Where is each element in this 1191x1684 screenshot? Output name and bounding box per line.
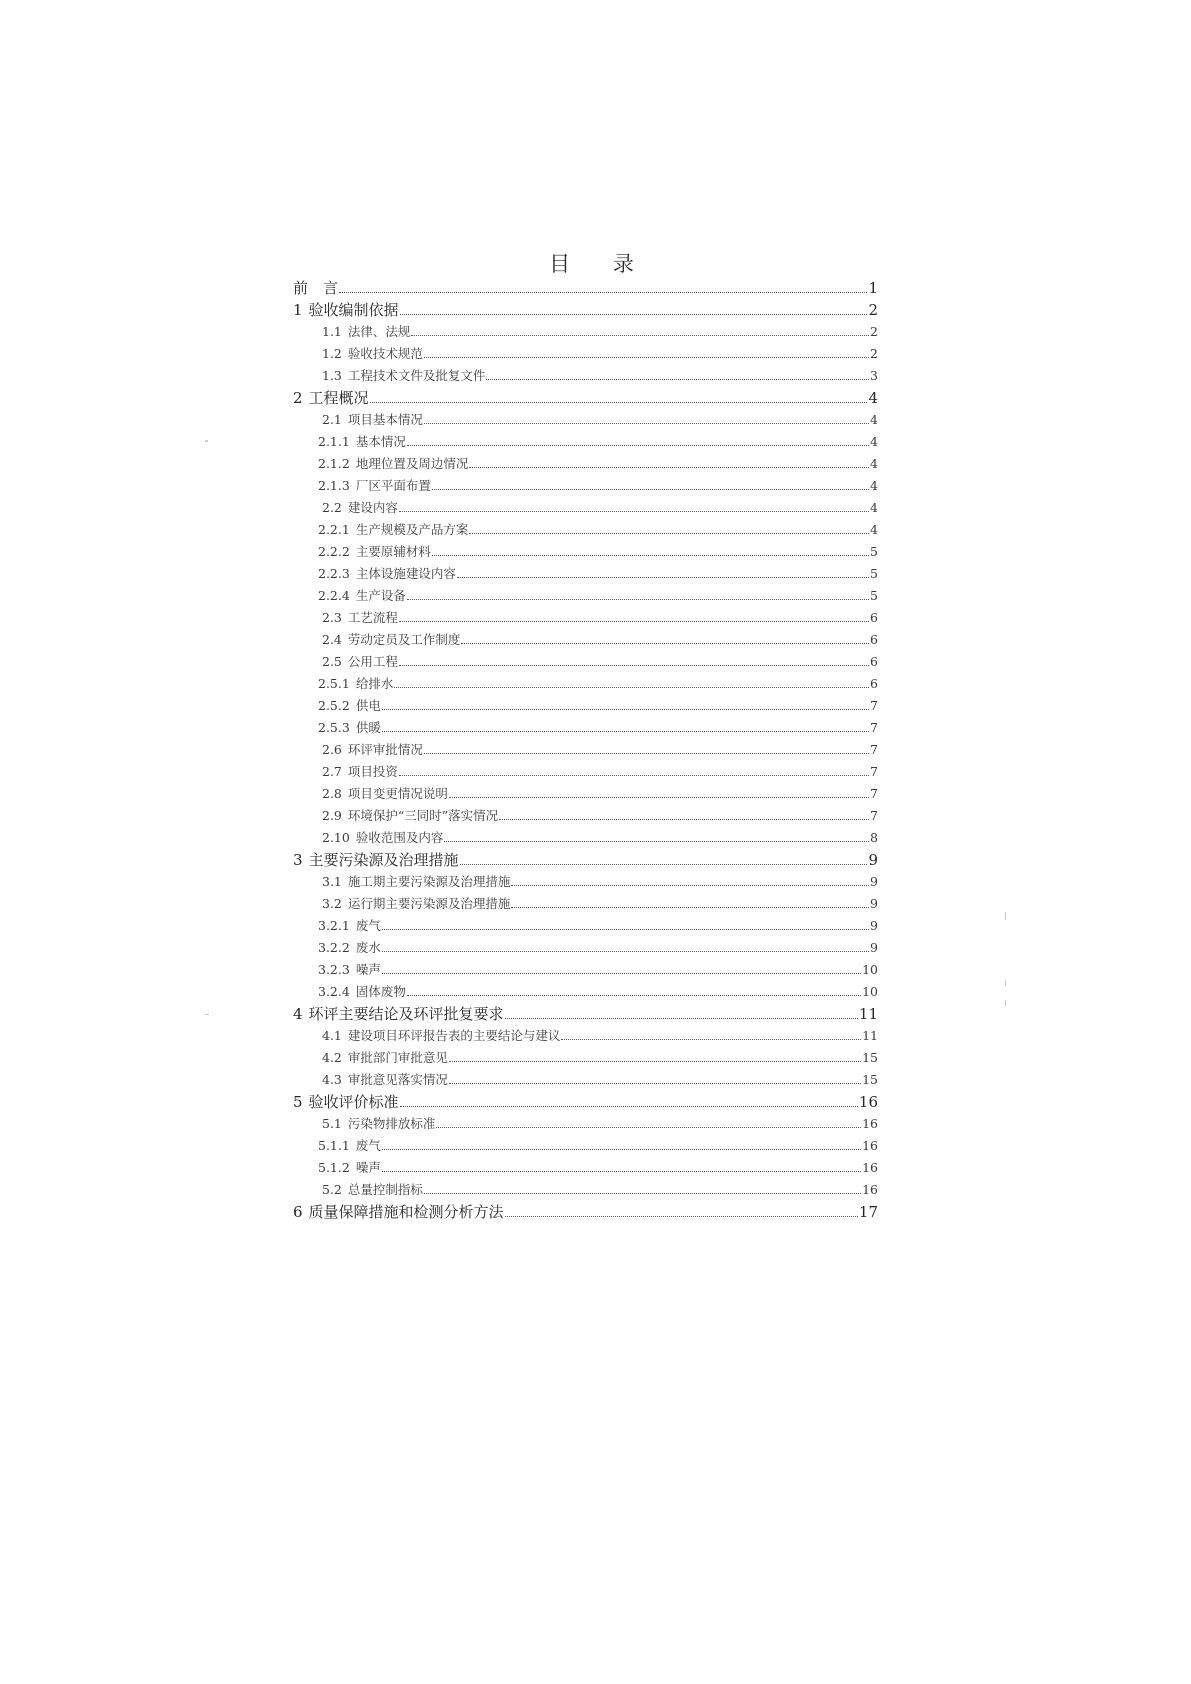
toc-leader-dots	[399, 665, 869, 666]
toc-leader-dots	[469, 467, 869, 468]
toc-entry[interactable]	[293, 278, 878, 298]
toc-entry-label	[293, 1092, 399, 1112]
toc-entry-page: 15	[862, 1072, 878, 1087]
toc-leader-dots	[399, 511, 869, 512]
toc-entry-number: 6	[293, 1203, 303, 1221]
toc-entry-label	[322, 762, 398, 782]
toc-entry-number: 2.1	[322, 412, 342, 427]
page-title: 目 录	[549, 252, 652, 276]
toc-entry-page: 16	[862, 1160, 878, 1175]
toc-entry[interactable]	[318, 564, 878, 584]
toc-entry[interactable]	[322, 894, 878, 914]
toc-entry-page: 17	[858, 1203, 878, 1221]
toc-entry-text: 生产设备	[355, 588, 406, 603]
toc-entry-text: 验收范围及内容	[355, 830, 444, 845]
toc-entry-text: 环境保护“三同时”落实情况	[347, 808, 499, 823]
scan-speck	[205, 440, 208, 442]
toc-entry-number: 2.5.3	[318, 720, 350, 735]
toc-entry-page: 9	[870, 896, 878, 911]
toc-entry-label	[318, 476, 431, 496]
toc-entry-text: 环评审批情况	[347, 742, 423, 757]
toc-entry-label	[318, 696, 381, 716]
toc-entry-text: 厂区平面布置	[355, 478, 431, 493]
toc-entry-label	[322, 630, 460, 650]
toc-entry-number: 2.4	[322, 632, 342, 647]
toc-entry-text: 废水	[355, 940, 381, 955]
toc-entry-number: 1.1	[322, 324, 342, 339]
toc-entry-text: 劳动定员及工作制度	[347, 632, 461, 647]
toc-leader-dots	[382, 929, 869, 930]
toc-entry-page: 4	[868, 389, 878, 407]
toc-entry-text: 废气	[355, 1138, 381, 1153]
toc-entry-text: 固体废物	[355, 984, 406, 999]
toc-entry-page: 11	[858, 1005, 878, 1023]
toc-leader-dots	[382, 951, 869, 952]
toc-entry-page: 10	[862, 984, 878, 999]
toc-leader-dots	[505, 1216, 858, 1217]
toc-entry-page: 9	[870, 874, 878, 889]
toc-entry-label	[322, 410, 423, 430]
toc-entry-label	[322, 652, 398, 672]
toc-entry-page: 15	[862, 1050, 878, 1065]
toc-entry[interactable]	[318, 674, 878, 694]
toc-entry-number: 2.2.3	[318, 566, 350, 581]
toc-entry-label	[322, 366, 485, 386]
toc-entry-text: 审批部门审批意见	[347, 1050, 448, 1065]
toc-entry-page: 3	[870, 368, 878, 383]
toc-entry-text: 环评主要结论及环评批复要求	[308, 1005, 504, 1023]
toc-entry-page: 9	[870, 940, 878, 955]
toc-entry-label	[293, 1202, 504, 1222]
toc-entry-text: 废气	[355, 918, 381, 933]
toc-entry[interactable]	[322, 410, 878, 430]
toc-entry-number: 3.2.2	[318, 940, 350, 955]
toc-entry-text: 项目变更情况说明	[347, 786, 448, 801]
toc-entry-label	[293, 1004, 504, 1024]
toc-entry-text: 审批意见落实情况	[347, 1072, 448, 1087]
toc-entry-page: 7	[870, 720, 878, 735]
toc-leader-dots	[460, 864, 868, 865]
toc-entry-label	[318, 454, 468, 474]
toc-entry[interactable]	[322, 872, 878, 892]
toc-entry-number: 2.3	[322, 610, 342, 625]
toc-entry-number: 2.1.2	[318, 456, 350, 471]
toc-entry-page: 5	[870, 566, 878, 581]
toc-entry-number: 2.9	[322, 808, 342, 823]
toc-entry-text: 基本情况	[355, 434, 406, 449]
toc-entry-text: 噪声	[355, 1160, 381, 1175]
toc-entry[interactable]	[322, 322, 878, 342]
toc-entry-text: 地理位置及周边情况	[355, 456, 469, 471]
toc-leader-dots	[399, 621, 869, 622]
toc-entry-page: 9	[870, 918, 878, 933]
toc-entry[interactable]	[318, 696, 878, 716]
toc-entry-label	[322, 1070, 448, 1090]
toc-entry-label	[318, 432, 406, 452]
toc-leader-dots	[382, 1171, 861, 1172]
toc-leader-dots	[400, 314, 868, 315]
toc-entry-text: 工程技术文件及批复文件	[347, 368, 486, 383]
toc-entry[interactable]	[293, 1004, 878, 1024]
toc-leader-dots	[424, 753, 869, 754]
toc-entry-text: 主要污染源及治理措施	[308, 851, 459, 869]
toc-leader-dots	[382, 731, 869, 732]
toc-entry-label	[322, 498, 398, 518]
toc-entry-number: 4.1	[322, 1028, 342, 1043]
toc-entry-label	[293, 388, 369, 408]
toc-entry[interactable]	[293, 388, 878, 408]
toc-entry[interactable]	[322, 1180, 878, 1200]
toc-entry[interactable]	[318, 520, 878, 540]
toc-entry-label	[318, 916, 381, 936]
toc-entry-text: 主要原辅材料	[355, 544, 431, 559]
toc-entry-page: 10	[862, 962, 878, 977]
toc-leader-dots	[432, 489, 869, 490]
toc-entry-label	[322, 828, 443, 848]
toc-entry[interactable]	[322, 806, 878, 826]
toc-entry-label	[318, 1136, 381, 1156]
toc-leader-dots	[407, 599, 869, 600]
toc-entry-number: 3.2.4	[318, 984, 350, 999]
toc-entry-page: 16	[858, 1093, 878, 1111]
toc-entry-label	[322, 1114, 435, 1134]
toc-entry[interactable]	[322, 1070, 878, 1090]
toc-leader-dots	[424, 423, 869, 424]
toc-entry-label	[322, 322, 410, 342]
toc-entry[interactable]	[318, 982, 878, 1002]
toc-entry-number: 2.2.2	[318, 544, 350, 559]
toc-leader-dots	[461, 643, 869, 644]
toc-entry-number: 4	[293, 1005, 303, 1023]
toc-leader-dots	[499, 819, 869, 820]
toc-leader-dots	[407, 995, 861, 996]
toc-leader-dots	[424, 1193, 861, 1194]
toc-entry[interactable]	[293, 850, 878, 870]
toc-entry[interactable]	[322, 652, 878, 672]
toc-leader-dots	[444, 841, 869, 842]
toc-entry-text: 建设项目环评报告表的主要结论与建议	[347, 1028, 561, 1043]
toc-entry-label	[318, 982, 406, 1002]
toc-entry-number: 5.1.2	[318, 1160, 350, 1175]
toc-entry-number: 2	[293, 389, 303, 407]
toc-entry-text: 公用工程	[347, 654, 398, 669]
toc-entry-label	[322, 1026, 560, 1046]
toc-entry-text: 生产规模及产品方案	[355, 522, 469, 537]
toc-leader-dots	[449, 1083, 861, 1084]
toc-entry-text: 工程概况	[308, 389, 369, 407]
toc-entry-label	[318, 564, 456, 584]
toc-entry-number: 3.2.3	[318, 962, 350, 977]
toc-entry[interactable]	[322, 498, 878, 518]
toc-entry-text: 主体设施建设内容	[355, 566, 456, 581]
toc-entry-page: 1	[868, 279, 878, 297]
toc-entry-label	[322, 894, 510, 914]
toc-entry[interactable]	[293, 1202, 878, 1222]
toc-entry-number: 5.2	[322, 1182, 342, 1197]
toc-entry-number: 3.1	[322, 874, 342, 889]
toc-leader-dots	[457, 577, 869, 578]
toc-entry-label	[322, 608, 398, 628]
toc-entry-number: 2.10	[322, 830, 350, 845]
toc-entry-page: 6	[870, 676, 878, 691]
toc-entry-page: 2	[870, 346, 878, 361]
toc-entry-number: 2.1.3	[318, 478, 350, 493]
toc-entry[interactable]	[322, 1026, 878, 1046]
toc-entry-label	[318, 520, 468, 540]
toc-entry-number: 2.2.4	[318, 588, 350, 603]
toc-entry[interactable]	[318, 1158, 878, 1178]
toc-entry-page: 5	[870, 544, 878, 559]
toc-entry-number: 2.2.1	[318, 522, 350, 537]
toc-entry-page: 4	[870, 522, 878, 537]
toc-entry[interactable]	[318, 476, 878, 496]
toc-entry-label	[318, 960, 381, 980]
toc-entry-number: 5.1	[322, 1116, 342, 1131]
toc-entry-text: 验收评价标准	[308, 1093, 399, 1111]
toc-entry-page: 4	[870, 434, 878, 449]
toc-entry-label	[322, 806, 498, 826]
toc-entry-text: 噪声	[355, 962, 381, 977]
toc-entry-label	[318, 718, 381, 738]
toc-entry-page: 2	[870, 324, 878, 339]
toc-entry-text: 质量保障措施和检测分析方法	[308, 1203, 504, 1221]
toc-entry-text: 总量控制指标	[347, 1182, 423, 1197]
toc-entry[interactable]	[322, 740, 878, 760]
toc-entry[interactable]	[318, 542, 878, 562]
toc-entry-text: 项目投资	[347, 764, 398, 779]
scan-speck	[1005, 1000, 1006, 1006]
toc-entry-label	[322, 784, 448, 804]
toc-entry[interactable]	[318, 938, 878, 958]
toc-entry-label	[318, 938, 381, 958]
toc-entry-label	[322, 1048, 448, 1068]
toc-entry-page: 7	[870, 764, 878, 779]
toc-entry-number: 4.2	[322, 1050, 342, 1065]
toc-entry-number: 2.5.2	[318, 698, 350, 713]
toc-entry-label	[318, 542, 431, 562]
toc-entry-label	[322, 740, 423, 760]
toc-entry[interactable]	[322, 828, 878, 848]
toc-entry-number: 2.5.1	[318, 676, 350, 691]
toc-leader-dots	[432, 555, 869, 556]
toc-entry-page: 6	[870, 654, 878, 669]
toc-entry-label	[318, 586, 406, 606]
toc-entry-number: 3.2	[322, 896, 342, 911]
toc-entry-page: 5	[870, 588, 878, 603]
toc-entry-text: 供电	[355, 698, 381, 713]
toc-entry[interactable]	[322, 1114, 878, 1134]
toc-entry[interactable]	[318, 586, 878, 606]
toc-leader-dots	[407, 445, 869, 446]
toc-entry-number: 1.2	[322, 346, 342, 361]
toc-entry[interactable]	[318, 916, 878, 936]
toc-entry-page: 7	[870, 742, 878, 757]
toc-entry-page: 9	[868, 851, 878, 869]
toc-entry[interactable]	[322, 1048, 878, 1068]
toc-leader-dots	[511, 907, 869, 908]
toc-entry-page: 8	[870, 830, 878, 845]
toc-entry[interactable]	[322, 630, 878, 650]
toc-leader-dots	[511, 885, 869, 886]
toc-entry-page: 4	[870, 412, 878, 427]
toc-entry-page: 7	[870, 786, 878, 801]
toc-entry-number: 3.2.1	[318, 918, 350, 933]
toc-entry-number: 2.7	[322, 764, 342, 779]
toc-entry-text: 前 言	[293, 279, 339, 297]
toc-entry-page: 7	[870, 808, 878, 823]
toc-entry-text: 验收编制依据	[308, 301, 399, 319]
toc-entry-page: 11	[862, 1028, 878, 1043]
toc-entry-number: 2.5	[322, 654, 342, 669]
toc-entry-page: 6	[870, 610, 878, 625]
toc-entry-number: 3	[293, 851, 303, 869]
toc-entry-text: 项目基本情况	[347, 412, 423, 427]
toc-entry-text: 施工期主要污染源及治理措施	[347, 874, 511, 889]
toc-entry-label	[293, 300, 399, 320]
toc-entry[interactable]	[318, 432, 878, 452]
toc-entry-page: 16	[862, 1182, 878, 1197]
toc-leader-dots	[382, 1149, 861, 1150]
toc-entry-page: 16	[862, 1116, 878, 1131]
toc-leader-dots	[436, 1127, 861, 1128]
toc-leader-dots	[561, 1039, 861, 1040]
toc-entry[interactable]	[322, 784, 878, 804]
toc-entry-text: 工艺流程	[347, 610, 398, 625]
toc-entry-text: 给排水	[355, 676, 394, 691]
toc-entry-number: 2.2	[322, 500, 342, 515]
toc-entry[interactable]	[318, 1136, 878, 1156]
toc-entry-number: 5	[293, 1093, 303, 1111]
toc-entry-label	[322, 344, 423, 364]
toc-leader-dots	[411, 335, 869, 336]
toc-entry[interactable]	[318, 454, 878, 474]
toc-entry-text: 运行期主要污染源及治理措施	[347, 896, 511, 911]
toc-entry-label	[322, 1180, 423, 1200]
toc-entry-number: 2.1.1	[318, 434, 350, 449]
toc-entry-number: 4.3	[322, 1072, 342, 1087]
toc-entry-label	[293, 850, 459, 870]
toc-entry-text: 建设内容	[347, 500, 398, 515]
toc-leader-dots	[370, 402, 868, 403]
toc-entry-text: 验收技术规范	[347, 346, 423, 361]
toc-entry[interactable]	[322, 762, 878, 782]
toc-entry-text: 污染物排放标准	[347, 1116, 436, 1131]
toc-leader-dots	[394, 687, 869, 688]
toc-entry[interactable]	[318, 960, 878, 980]
toc-entry-label	[318, 674, 393, 694]
toc-entry-number: 2.8	[322, 786, 342, 801]
toc-entry-label	[318, 1158, 381, 1178]
toc-leader-dots	[449, 1061, 861, 1062]
toc-entry-text: 供暖	[355, 720, 381, 735]
toc-entry[interactable]	[322, 366, 878, 386]
toc-leader-dots	[486, 379, 869, 380]
toc-entry[interactable]	[318, 718, 878, 738]
toc-entry-page: 16	[862, 1138, 878, 1153]
scan-speck	[1005, 980, 1006, 986]
toc-entry[interactable]	[293, 1092, 878, 1112]
toc-leader-dots	[424, 357, 869, 358]
scan-speck	[205, 1014, 209, 1015]
toc-entry-number: 5.1.1	[318, 1138, 350, 1153]
toc-entry-page: 6	[870, 632, 878, 647]
toc-entry[interactable]	[293, 300, 878, 320]
toc-leader-dots	[339, 292, 867, 293]
toc-leader-dots	[449, 797, 869, 798]
toc-entry-number: 1	[293, 301, 303, 319]
toc-entry-page: 4	[870, 500, 878, 515]
toc-leader-dots	[469, 533, 869, 534]
toc-entry[interactable]	[322, 344, 878, 364]
toc-entry-number: 1.3	[322, 368, 342, 383]
toc-leader-dots	[399, 775, 869, 776]
toc-leader-dots	[382, 709, 869, 710]
toc-entry-page: 2	[868, 301, 878, 319]
toc-entry-page: 4	[870, 478, 878, 493]
toc-entry-label	[322, 872, 510, 892]
toc-leader-dots	[382, 973, 861, 974]
toc-entry[interactable]	[322, 608, 878, 628]
toc-entry-page: 7	[870, 698, 878, 713]
toc-entry-number: 2.6	[322, 742, 342, 757]
toc-entry-label	[293, 278, 338, 298]
scan-speck	[1005, 912, 1006, 920]
toc-entry-page: 4	[870, 456, 878, 471]
toc-leader-dots	[400, 1106, 858, 1107]
toc-entry-text: 法律、法规	[347, 324, 411, 339]
toc-leader-dots	[505, 1018, 858, 1019]
